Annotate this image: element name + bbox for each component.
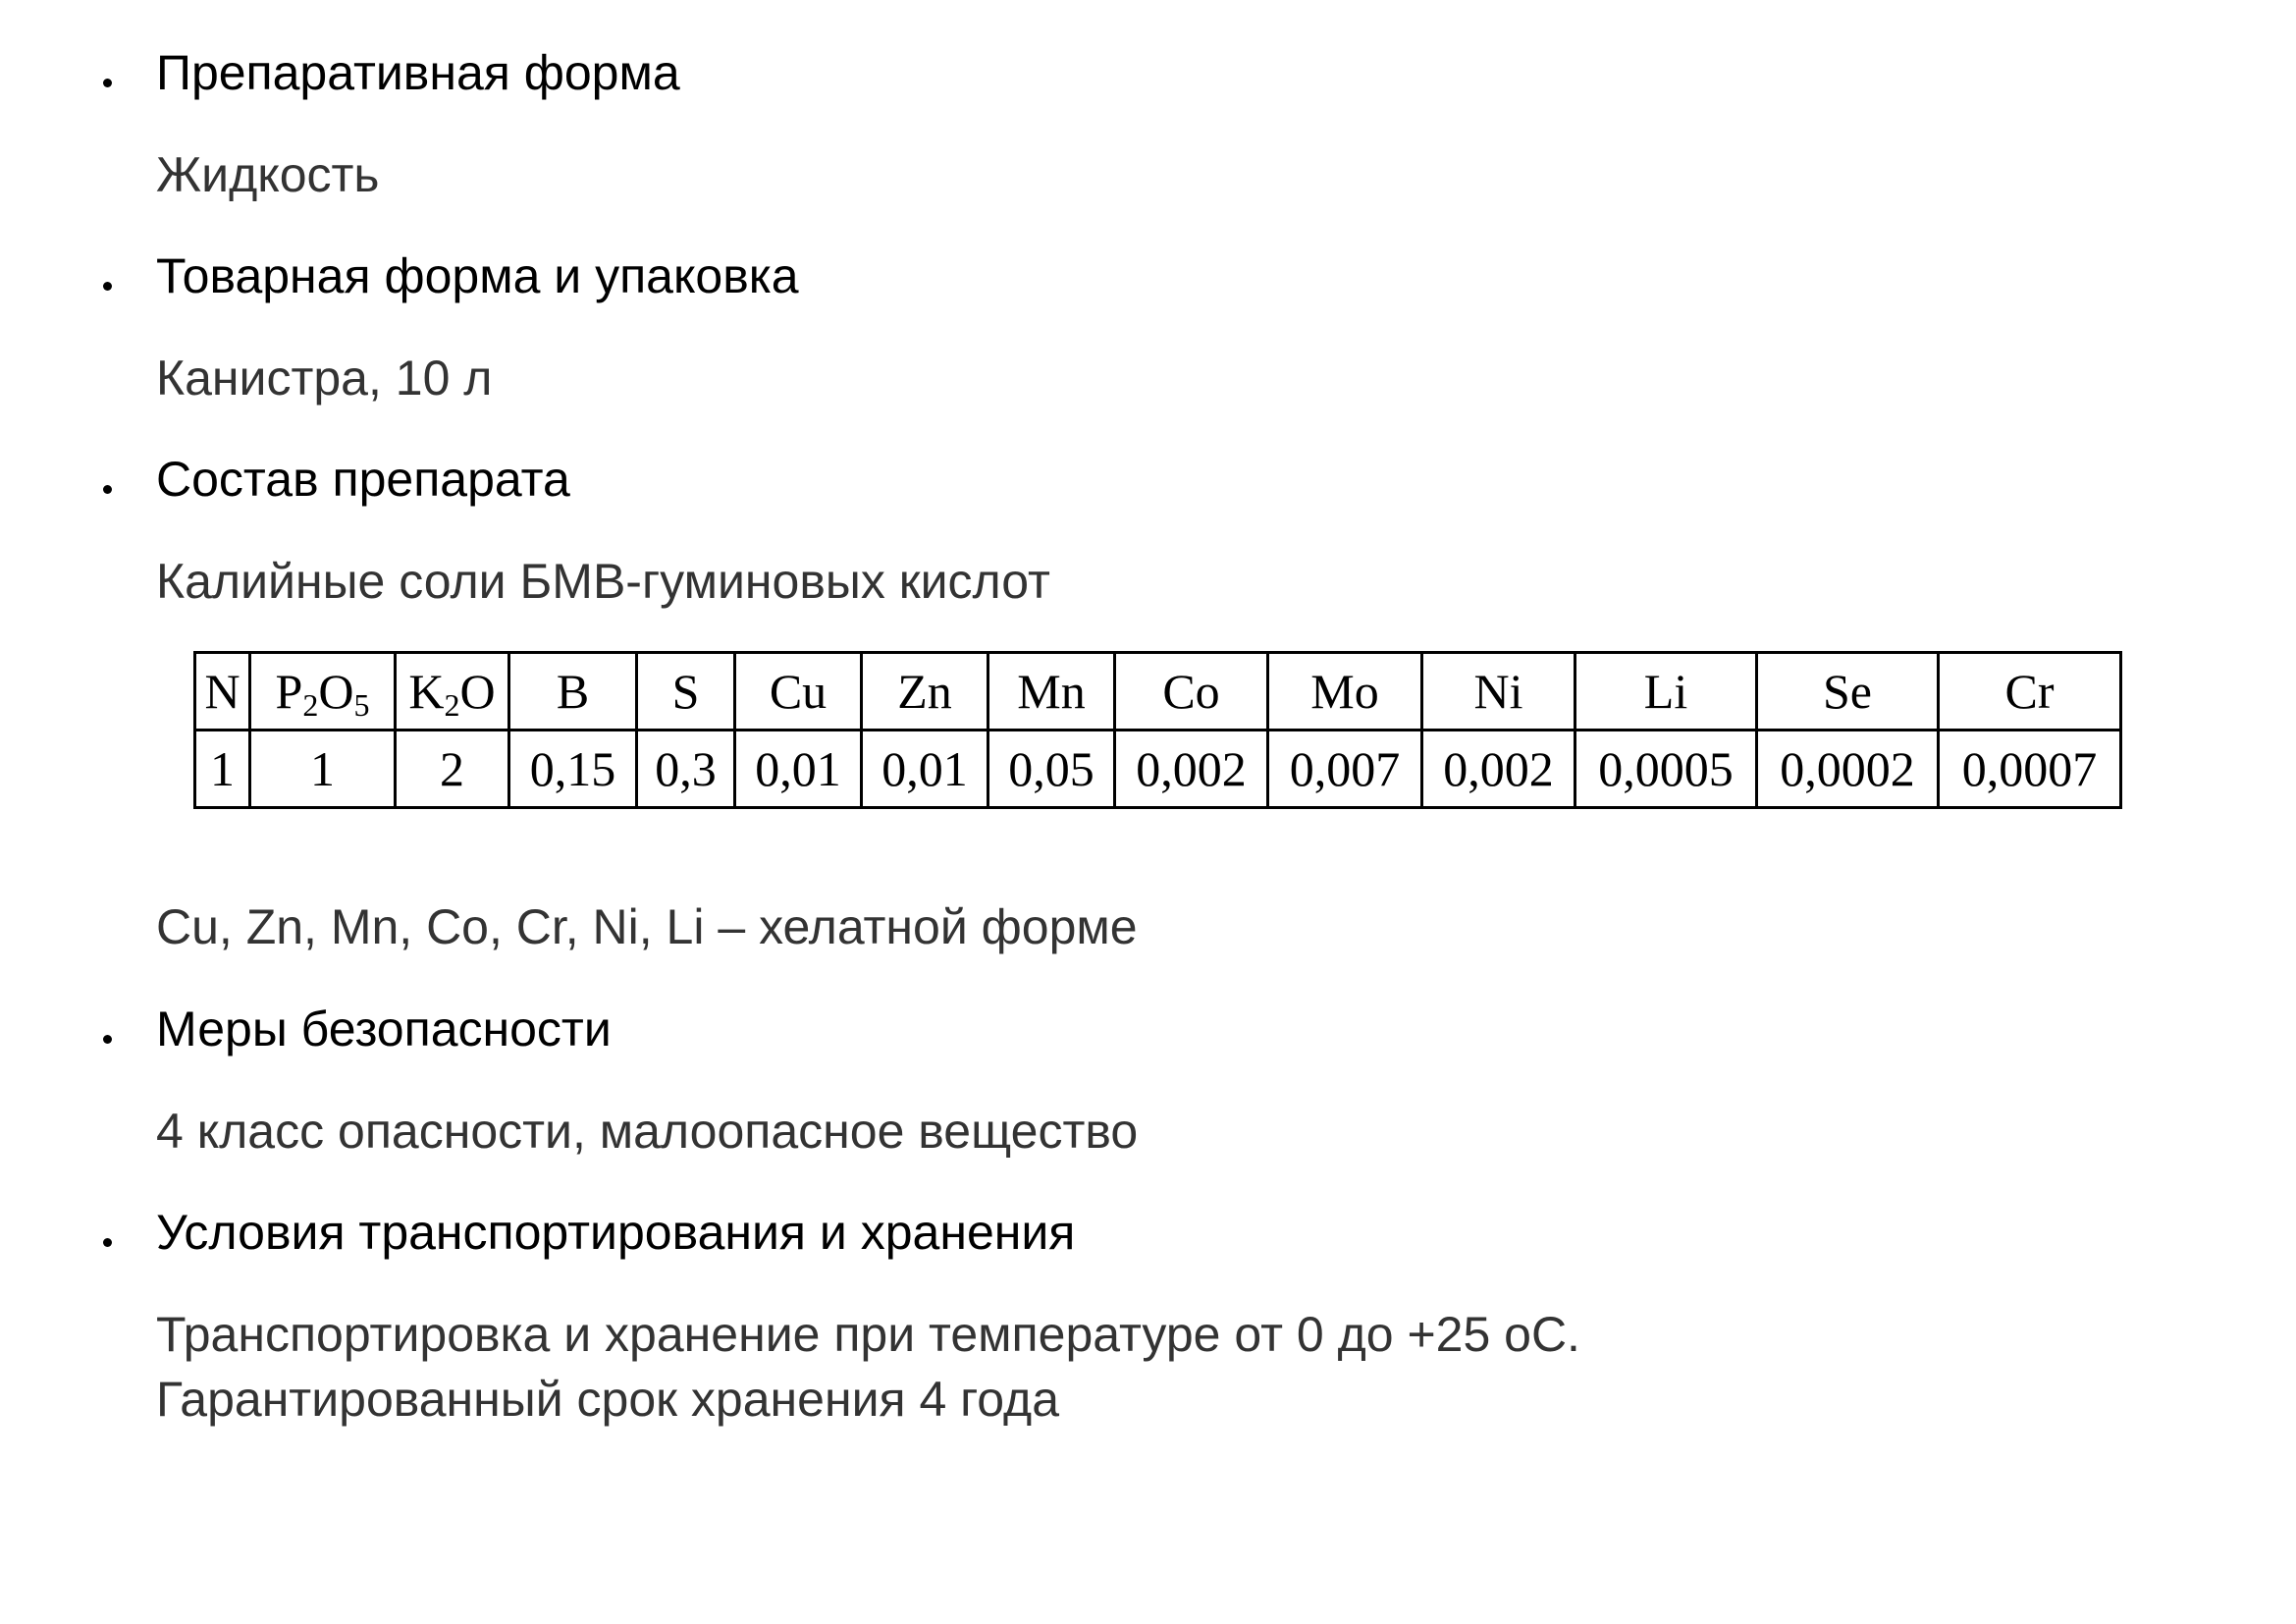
header-cell-zn: Zn [862, 653, 988, 731]
table-row [195, 731, 2121, 808]
bullet-icon [103, 1238, 112, 1247]
header-cell-k2o: $K_2O$ [396, 653, 509, 731]
section-heading-packaging: Товарная форма и упаковка [156, 248, 799, 303]
cell-mo: 0,007 [1268, 731, 1422, 808]
section-heading-safety: Меры безопасности [156, 1001, 612, 1056]
header-cell-s: S [637, 653, 735, 731]
composition-table [193, 651, 2122, 809]
header-cell-cr: Cr [1939, 653, 2121, 731]
cell-zn: 0,01 [862, 731, 988, 808]
cell-mn: 0,05 [988, 731, 1115, 808]
cell-p2o5: 1 [250, 731, 396, 808]
header-cell-b: B [509, 653, 637, 731]
header-cell-co: Co [1115, 653, 1268, 731]
section-value-form: Жидкость [156, 147, 380, 202]
header-cell-n: N [195, 653, 250, 731]
section-value-packaging: Канистра, 10 л [156, 351, 493, 406]
header-cell-mn: Mn [988, 653, 1115, 731]
header-cell-mo: Mo [1268, 653, 1422, 731]
header-cell-cu: Cu [735, 653, 862, 731]
bullet-icon [103, 79, 112, 87]
bullet-icon [103, 1035, 112, 1044]
cell-s: 0,3 [637, 731, 735, 808]
header-cell-li: Li [1575, 653, 1757, 731]
cell-co: 0,002 [1115, 731, 1268, 808]
section-heading-form: Препаративная форма [156, 45, 680, 100]
section-value-storage-line2: Гарантированный срок хранения 4 года [156, 1372, 1059, 1427]
section-heading-composition: Состав препарата [156, 452, 570, 507]
cell-se: 0,0002 [1757, 731, 1939, 808]
bullet-icon [103, 282, 112, 291]
section-value-storage-line1: Транспортировка и хранение при температуре от 0 до +25 оС. [156, 1307, 1580, 1362]
section-heading-storage: Условия транспортирования и хранения [156, 1205, 1076, 1260]
chelate-note: Cu, Zn, Mn, Co, Cr, Ni, Li – хелатной форме [156, 899, 1138, 954]
cell-b: 0,15 [509, 731, 637, 808]
cell-n: 1 [195, 731, 250, 808]
cell-cr: 0,0007 [1939, 731, 2121, 808]
cell-li: 0,0005 [1575, 731, 1757, 808]
section-value-composition: Калийные соли БМВ-гуминовых кислот [156, 554, 1050, 609]
cell-cu: 0,01 [735, 731, 862, 808]
bullet-icon [103, 485, 112, 494]
header-cell-p2o5: $P_2O_5$ [250, 653, 396, 731]
table-header-row [195, 653, 2121, 731]
header-cell-se: Se [1757, 653, 1939, 731]
section-value-safety: 4 класс опасности, малоопасное вещество [156, 1104, 1139, 1159]
cell-k2o: 2 [396, 731, 509, 808]
cell-ni: 0,002 [1422, 731, 1575, 808]
header-cell-ni: Ni [1422, 653, 1575, 731]
